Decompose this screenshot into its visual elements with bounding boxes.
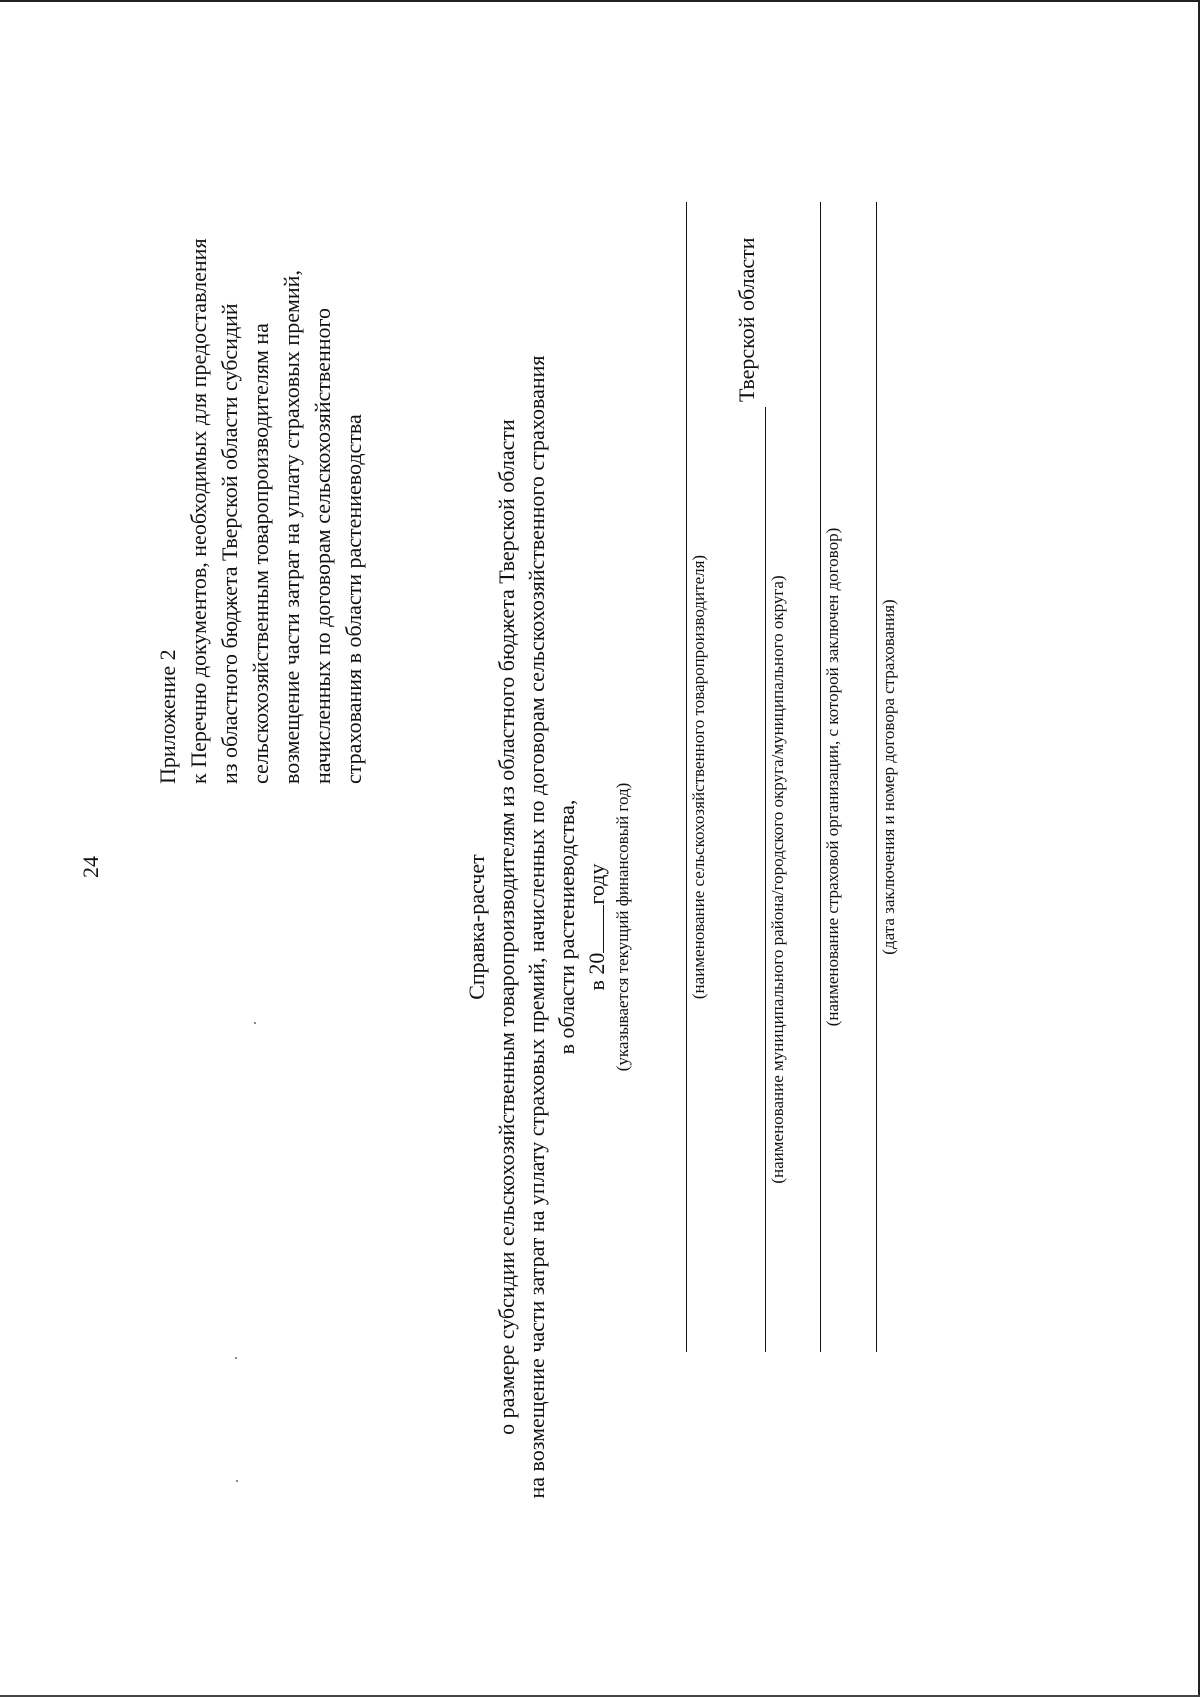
contract-fill-line[interactable]	[876, 202, 877, 1352]
document-subtitle-line: в области растениеводства,	[554, 799, 579, 1055]
year-suffix: году	[584, 863, 609, 905]
municipality-caption: (наименование муниципального района/городского округа/муниципального округа)	[768, 575, 787, 1184]
appendix-title: Приложение 2	[155, 649, 180, 784]
year-caption: (указывается текущий финансовый год)	[613, 782, 632, 1072]
year-line	[582, 277, 612, 1577]
producer-caption: (наименование сельскохозяйственного товаропроизводителя)	[689, 554, 708, 1000]
document-title: Справка-расчет	[464, 854, 489, 1000]
document-subtitle-line: о размере субсидии сельскохозяйственным товаропроизводителям из областного бюджета Тверской области	[494, 419, 519, 1435]
appendix-line: начисленных по договорам сельскохозяйственного	[310, 308, 335, 784]
municipality-fill-line[interactable]	[765, 407, 766, 1352]
appendix-line: возмещение части затрат на уплату страховых премий,	[279, 270, 304, 784]
appendix-line: к Перечню документов, необходимых для предоставления	[186, 238, 211, 784]
insurer-caption: (наименование страховой организации, с которой заключен договор)	[823, 527, 842, 1027]
appendix-line: страхования в области растениеводства	[341, 414, 366, 784]
contract-caption: (дата заключения и номер договора страхования)	[879, 599, 898, 955]
insurer-fill-line[interactable]	[820, 202, 821, 1352]
region-suffix: Тверской области	[734, 237, 759, 402]
appendix-line: сельскохозяйственным товаропроизводителям на	[248, 323, 273, 784]
document-title-block	[462, 277, 634, 1577]
year-blank-field[interactable]	[583, 905, 604, 953]
document-subtitle-line: на возмещение части затрат на уплату страховых премий, начисленных по договорам сельскохозяйственного страхования	[524, 355, 549, 1499]
page-number: 24	[78, 856, 103, 878]
appendix-header	[152, 24, 369, 784]
year-prefix: в 20	[584, 952, 609, 991]
appendix-line: из областного бюджета Тверской области субсидий	[217, 303, 242, 784]
producer-fill-line[interactable]	[686, 202, 687, 1352]
